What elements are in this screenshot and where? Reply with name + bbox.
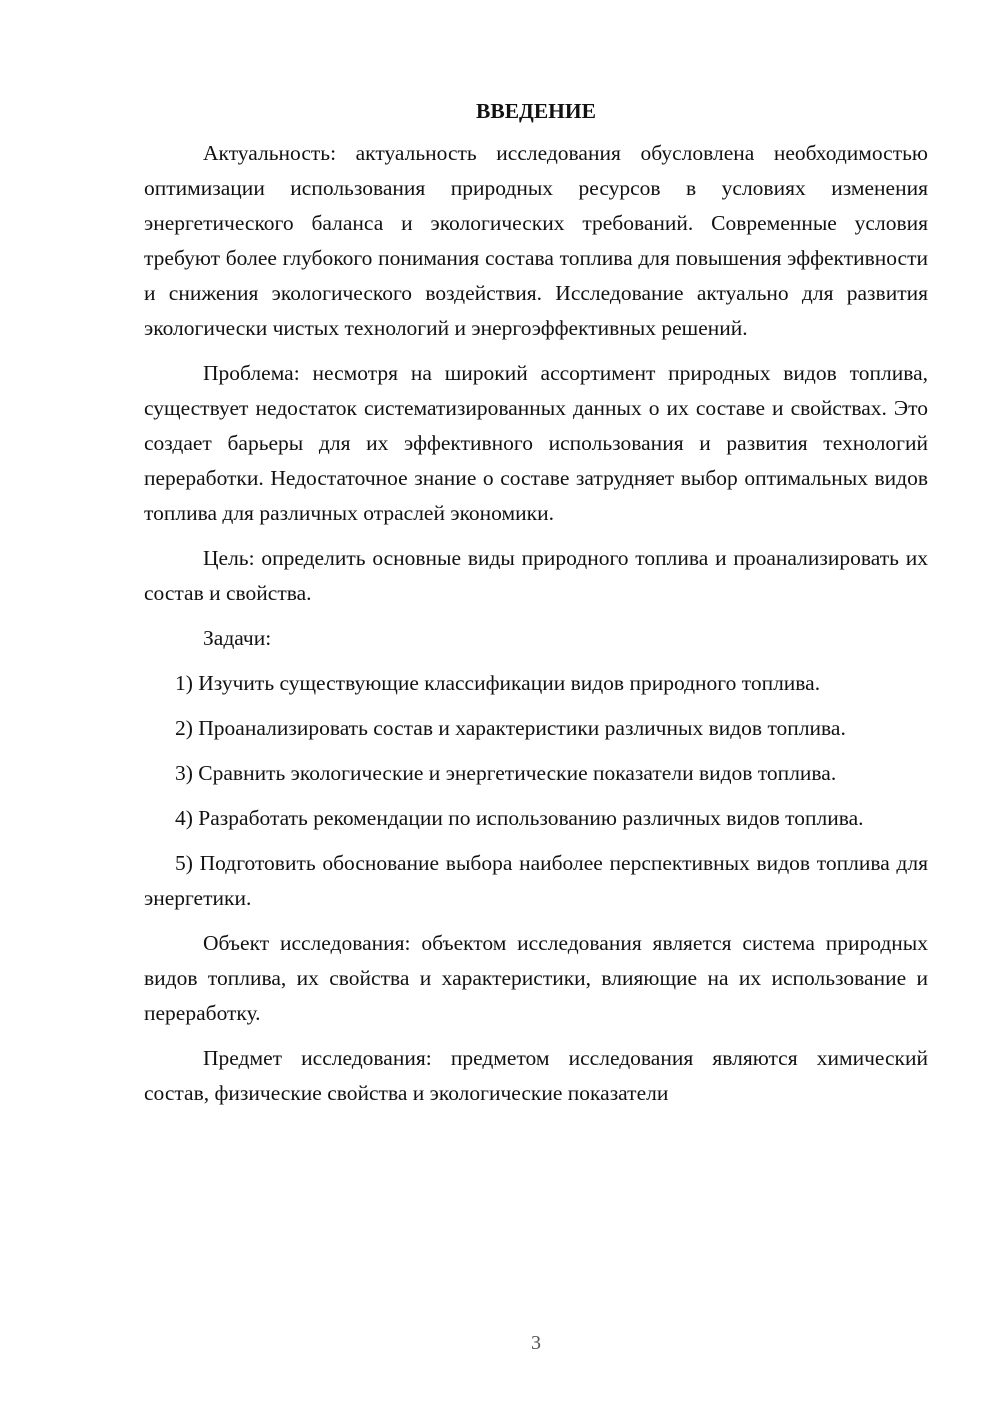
object-paragraph: Объект исследования: объектом исследования является система природных видов топлива, их свойства и характеристики, влияющие на их использование и переработку. xyxy=(144,931,928,1025)
task-item: 4) Разработать рекомендации по использованию различных видов топлива. xyxy=(175,806,864,830)
task-item: 3) Сравнить экологические и энергетические показатели видов топлива. xyxy=(175,761,837,785)
relevance-paragraph: Актуальность: актуальность исследования обусловлена необходимостью оптимизации использования природных ресурсов в условиях изменения энергетического баланса и экологических требований. Современные условия требуют более глубокого понимания состава топлива для повышения эффективности и снижения экологического воздействия. Исследование актуально для развития экологически чистых технологий и энергоэффективных решений. xyxy=(144,141,928,340)
goal-paragraph: Цель: определить основные виды природного топлива и проанализировать их состав и свойства. xyxy=(144,546,928,605)
subject-paragraph: Предмет исследования: предметом исследования являются химический состав, физические свойства и экологические показатели xyxy=(144,1046,928,1105)
section-title: ВВЕДЕНИЕ xyxy=(476,99,596,123)
task-item: 1) Изучить существующие классификации видов природного топлива. xyxy=(175,671,821,695)
problem-paragraph: Проблема: несмотря на широкий ассортимент природных видов топлива, существует недостаток систематизированных данных о их составе и свойствах. Это создает барьеры для их эффективного использования и развития технологий переработки. Недостаточное знание о составе затрудняет выбор оптимальных видов топлива для различных отраслей экономики. xyxy=(144,361,928,525)
page-number: 3 xyxy=(531,1332,541,1354)
task-item: 2) Проанализировать состав и характеристики различных видов топлива. xyxy=(175,716,846,740)
document-page xyxy=(144,96,928,1121)
task-item: 5) Подготовить обоснование выбора наиболее перспективных видов топлива для энергетики. xyxy=(144,851,928,910)
tasks-heading: Задачи: xyxy=(203,626,272,650)
